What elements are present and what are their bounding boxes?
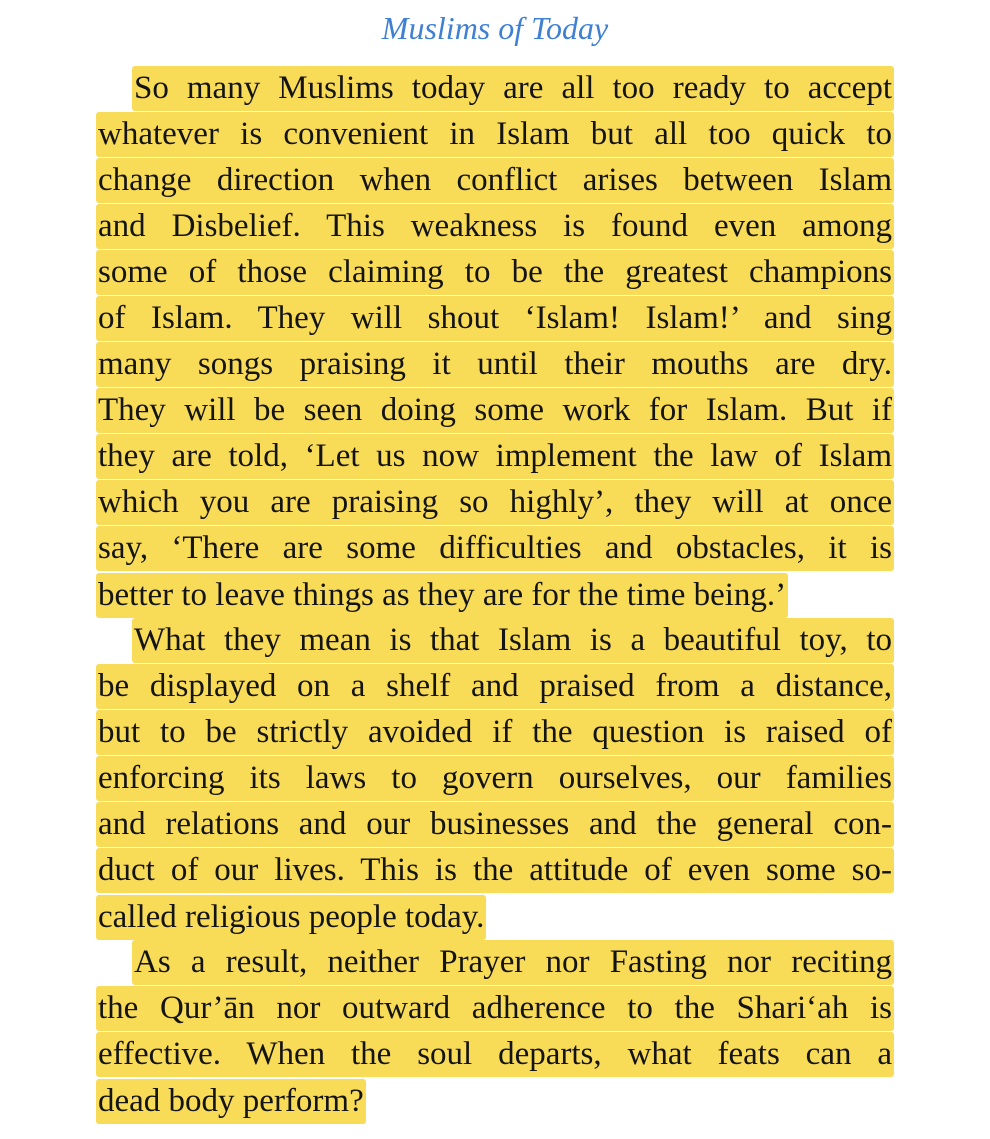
text-line xyxy=(96,434,894,480)
text-line xyxy=(96,526,894,572)
text-line xyxy=(96,664,894,710)
text-line xyxy=(96,296,894,342)
paragraph-2 xyxy=(96,618,894,940)
highlighted-text[interactable]: better to leave things as they are for the time being.’ xyxy=(96,573,788,618)
body-text xyxy=(96,66,894,1124)
text-line xyxy=(96,1032,894,1078)
text-line xyxy=(96,986,894,1032)
running-title: Muslims of Today xyxy=(381,10,609,46)
text-line xyxy=(96,618,894,664)
highlighted-text[interactable]: called religious people today. xyxy=(96,895,486,940)
text-line xyxy=(96,572,894,618)
highlighted-text[interactable]: be displayed on a shelf and praised from a distance, xyxy=(96,664,894,709)
highlighted-text[interactable]: they are told, ‘Let us now implement the law of Islam xyxy=(96,434,894,479)
highlighted-text[interactable]: change direction when conflict arises between Islam xyxy=(96,158,894,203)
text-line xyxy=(96,250,894,296)
highlighted-text[interactable]: effective. When the soul departs, what feats can a xyxy=(96,1032,894,1077)
text-line xyxy=(96,342,894,388)
text-line xyxy=(96,802,894,848)
highlighted-text[interactable]: which you are praising so highly’, they will at once xyxy=(96,480,894,525)
highlighted-text[interactable]: some of those claiming to be the greatest champions xyxy=(96,250,894,295)
highlighted-text[interactable]: and relations and our businesses and the general con- xyxy=(96,802,894,847)
text-line xyxy=(96,158,894,204)
text-line xyxy=(96,894,894,940)
highlighted-text[interactable]: the Qur’ān nor outward adherence to the Shari‘ah is xyxy=(96,986,894,1031)
text-line xyxy=(96,756,894,802)
paragraph-1 xyxy=(96,66,894,618)
highlighted-text[interactable]: say, ‘There are some difficulties and obstacles, it is xyxy=(96,526,894,571)
highlighted-text[interactable]: As a result, neither Prayer nor Fasting nor reciting xyxy=(132,940,894,985)
highlighted-text[interactable]: dead body perform? xyxy=(96,1079,366,1124)
highlighted-text[interactable]: What they mean is that Islam is a beautiful toy, to xyxy=(132,618,894,663)
text-line xyxy=(96,940,894,986)
text-line xyxy=(96,112,894,158)
highlighted-text[interactable]: but to be strictly avoided if the question is raised of xyxy=(96,710,894,755)
highlighted-text[interactable]: So many Muslims today are all too ready to accept xyxy=(132,66,894,111)
highlighted-text[interactable]: of Islam. They will shout ‘Islam! Islam!’ and sing xyxy=(96,296,894,341)
text-line xyxy=(96,710,894,756)
text-line xyxy=(96,480,894,526)
highlighted-text[interactable]: enforcing its laws to govern ourselves, our families xyxy=(96,756,894,801)
text-line xyxy=(96,848,894,894)
paragraph-3 xyxy=(96,940,894,1124)
text-line xyxy=(96,66,894,112)
text-line xyxy=(96,204,894,250)
text-line xyxy=(96,1078,894,1124)
text-line xyxy=(96,388,894,434)
highlighted-text[interactable]: They will be seen doing some work for Islam. But if xyxy=(96,388,894,433)
highlighted-text[interactable]: duct of our lives. This is the attitude of even some so- xyxy=(96,848,894,893)
highlighted-text[interactable]: and Disbelief. This weakness is found even among xyxy=(96,204,894,249)
highlighted-text[interactable]: whatever is convenient in Islam but all too quick to xyxy=(96,112,894,157)
highlighted-text[interactable]: many songs praising it until their mouths are dry. xyxy=(96,342,894,387)
